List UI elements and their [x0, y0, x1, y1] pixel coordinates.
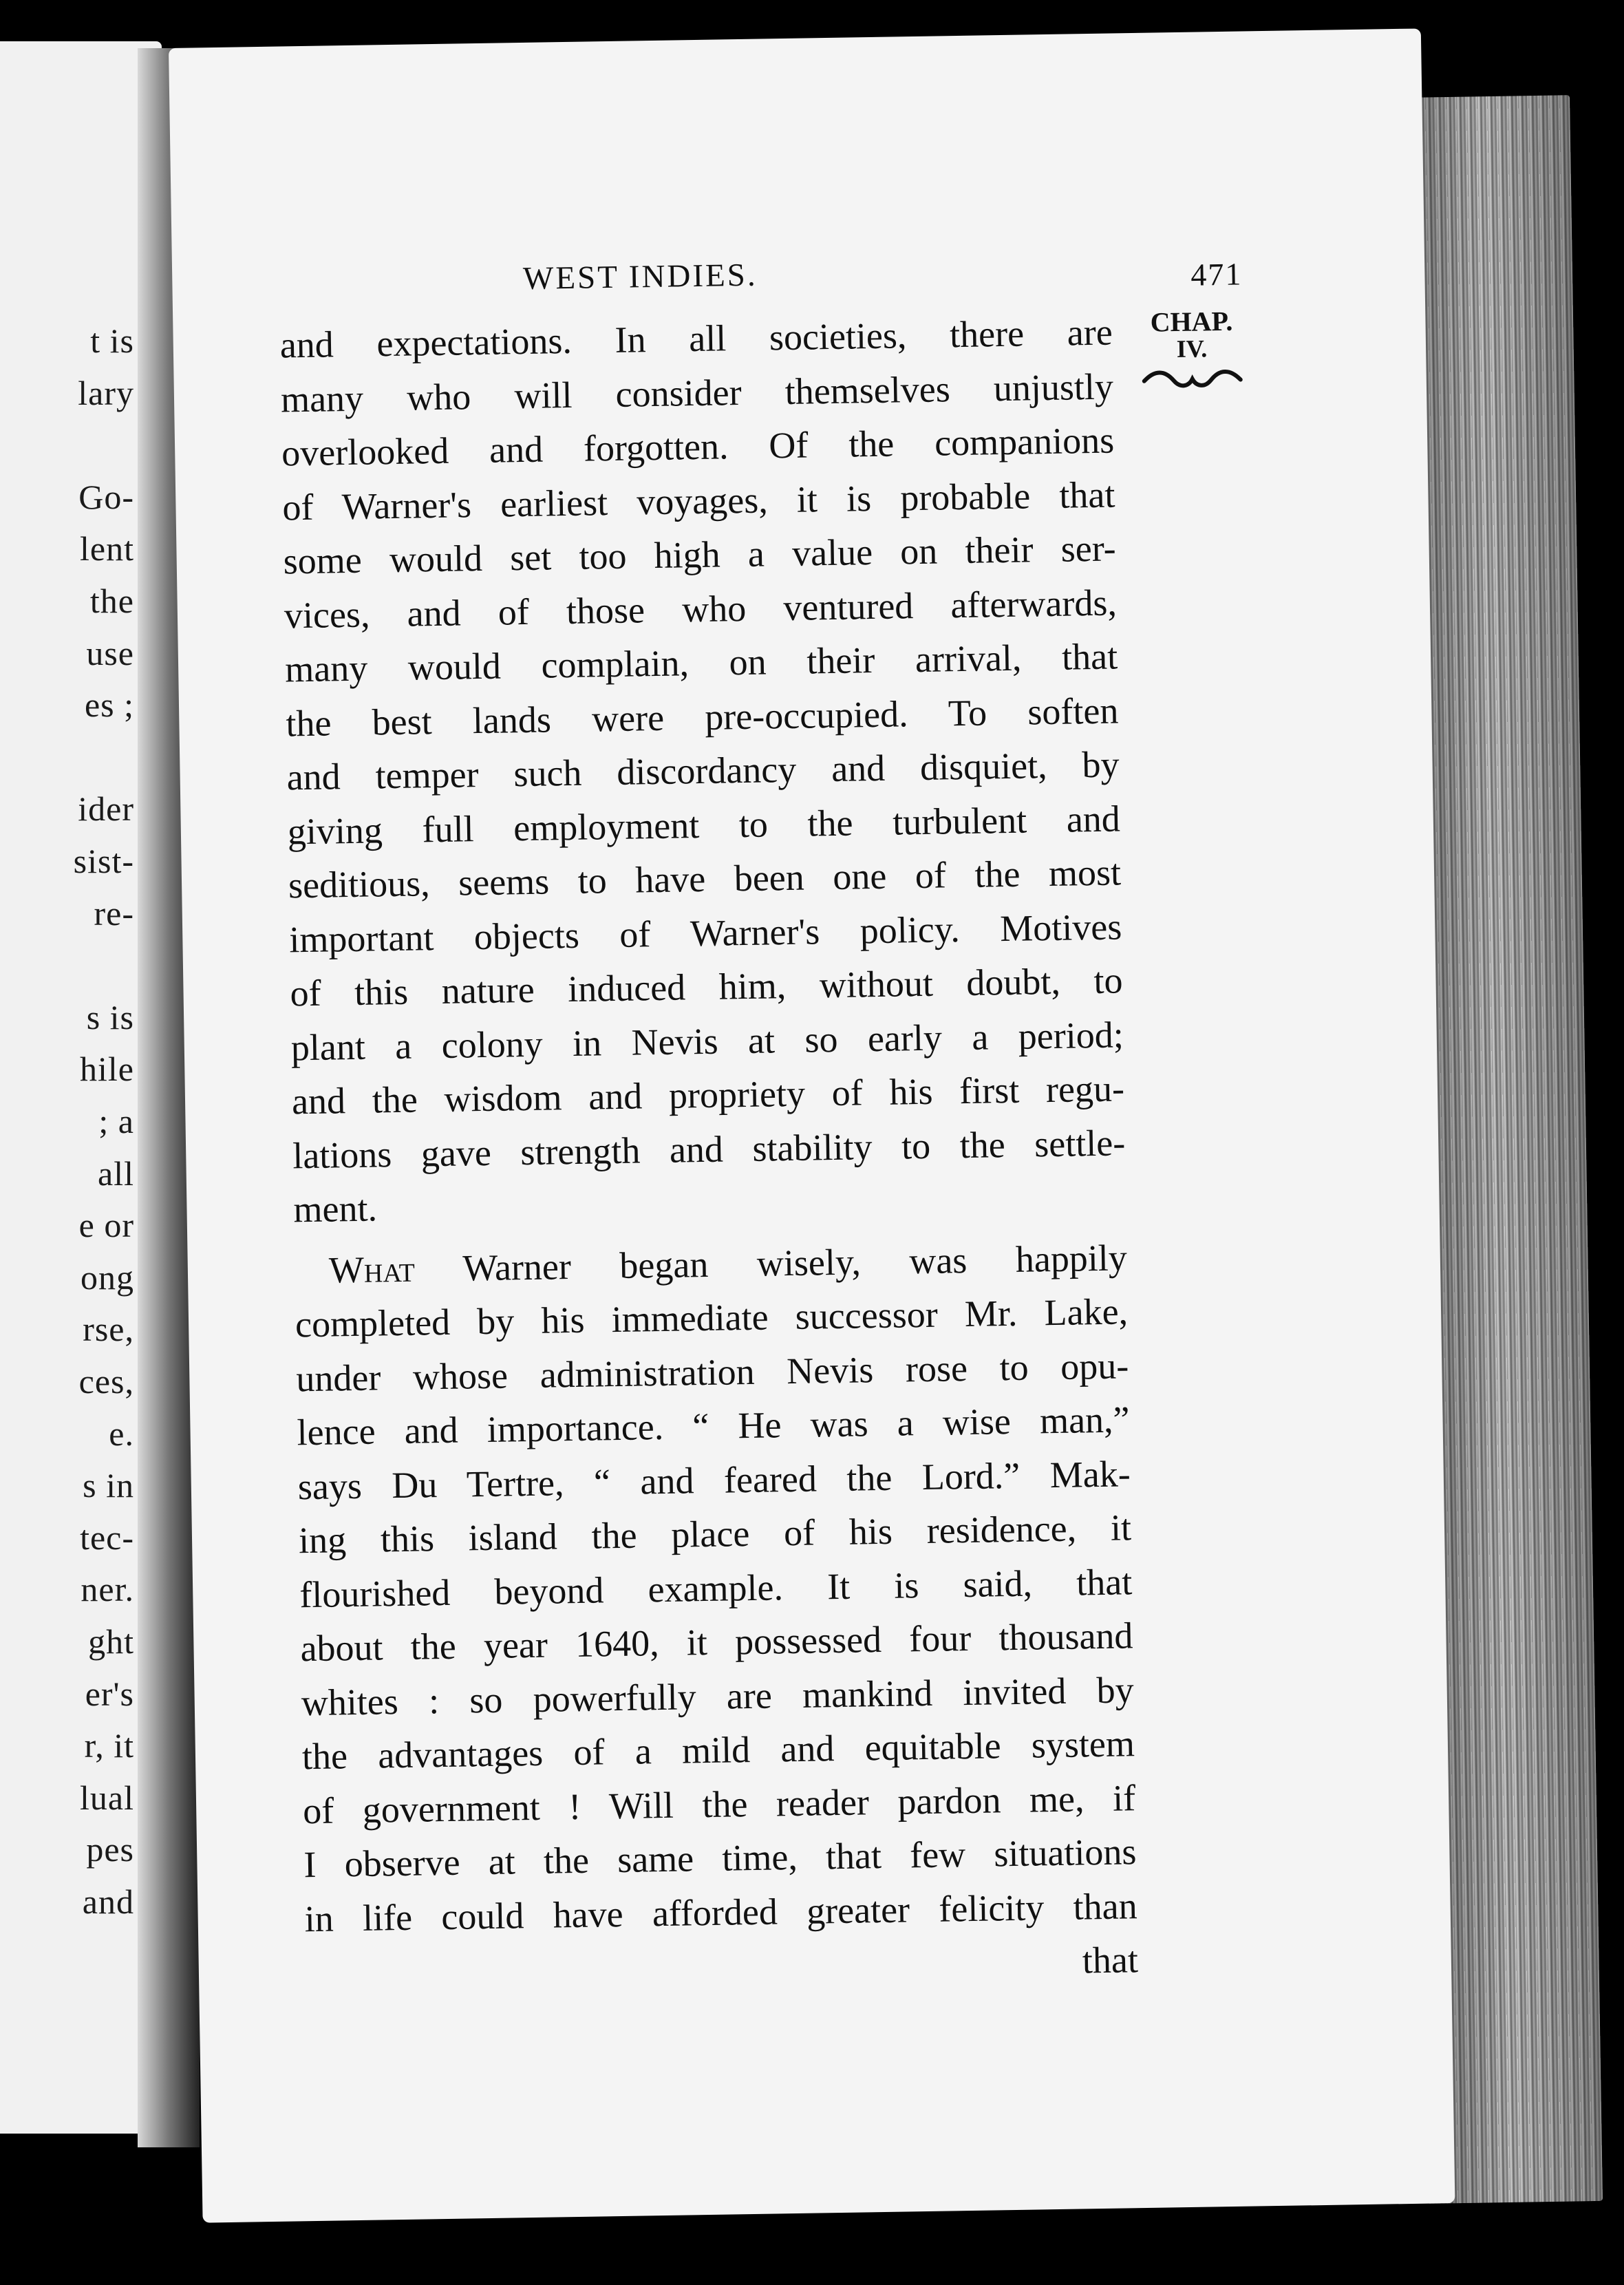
text-line: ment. [293, 1187, 378, 1231]
text-line: and expectations. In all societies, there are [279, 311, 1113, 366]
previous-page-line-fragment: ght [88, 1622, 134, 1661]
text-line: completed by his immediate successor Mr. Lake, [295, 1290, 1129, 1346]
previous-page-line-fragment: ider [78, 789, 134, 829]
previous-page-line-fragment: and [82, 1882, 134, 1921]
previous-page-line-fragment: pes [86, 1830, 134, 1869]
text-line: about the year 1640, it possessed four thousand [300, 1615, 1133, 1670]
previous-page-line-fragment: use [86, 633, 134, 672]
book-page [169, 28, 1455, 2222]
page-number: 471 [1190, 256, 1243, 293]
previous-page-line-fragment: lary [78, 373, 134, 412]
previous-page-line-fragment: r, it [84, 1726, 134, 1765]
text-line: the best lands were pre-occupied. To soften [285, 689, 1119, 744]
previous-page-line-fragment: all [98, 1154, 134, 1193]
catchword: that [1082, 1939, 1139, 1981]
previous-page-line-fragment: sist- [73, 842, 134, 880]
chapter-number: IV. [1176, 334, 1208, 363]
previous-page-line-fragment: t is [90, 321, 134, 360]
text-line: many would complain, on their arrival, that [284, 635, 1118, 690]
paragraph [294, 1231, 1137, 1946]
text-line: seditious, seems to have been one of the most [288, 851, 1122, 906]
previous-page-line-fragment: rse, [83, 1310, 134, 1349]
previous-page-line-fragment: the [89, 582, 134, 620]
text-line: says Du Tertre, “ and feared the Lord.” Mak- [297, 1452, 1131, 1507]
previous-page-line-fragment: es ; [84, 686, 134, 725]
previous-page-line-fragment: s in [83, 1466, 134, 1505]
previous-page-line-fragment: Go- [78, 477, 134, 516]
text-line: I observe at the same time, that few situations [303, 1831, 1137, 1886]
text-line: lence and importance. “ He was a wise man,” [297, 1399, 1130, 1454]
text-line: of government ! Will the reader pardon me, if [302, 1776, 1136, 1831]
previous-page-line-fragment: tec- [80, 1518, 134, 1557]
previous-page-line-fragment: hile [80, 1050, 134, 1089]
text-line: under whose administration Nevis rose to opu- [295, 1344, 1129, 1399]
previous-page-line-fragment: lual [80, 1778, 134, 1817]
text-line: lations gave strength and stability to the settle- [292, 1121, 1126, 1176]
text-line: of Warner's earliest voyages, it is probable that [282, 473, 1115, 528]
previous-page-line-fragment: re- [94, 893, 134, 933]
text-line: in life could have afforded greater felicity than [304, 1884, 1138, 1939]
previous-page-text [0, 41, 138, 2134]
previous-page-line-fragment: ner. [81, 1570, 134, 1609]
previous-page-line-fragment: e or [78, 1206, 134, 1245]
previous-page-line-fragment: ong [81, 1257, 134, 1297]
paragraph-lead-word: What [328, 1248, 416, 1291]
previous-page-line-fragment: er's [85, 1674, 134, 1713]
text-line: giving full employment to the turbulent and [287, 797, 1121, 852]
text-line: plant a colony in Nevis at so early a period; [290, 1013, 1124, 1068]
previous-page-line-fragment: s is [86, 997, 134, 1037]
text-line: vices, and of those who ventured afterwards, [284, 581, 1118, 636]
flourish-ornament-icon [1140, 364, 1244, 393]
text-line: the advantages of a mild and equitable system [301, 1723, 1135, 1778]
body-text [279, 306, 1138, 2000]
text-line: of this nature induced him, without doubt, to [290, 959, 1123, 1014]
text-line: ing this island the place of his residence, it [298, 1507, 1132, 1562]
paragraph [279, 306, 1126, 1237]
text-line: overlooked and forgotten. Of the companions [281, 419, 1115, 474]
first-line-rest: Warner began wisely, was happily [414, 1236, 1128, 1290]
text-line: whites : so powerfully are mankind invited by [301, 1668, 1135, 1723]
previous-page-line-fragment: e. [109, 1414, 134, 1453]
previous-page-line-fragment: lent [80, 529, 134, 568]
chapter-label: CHAP. [1150, 305, 1233, 338]
margin-note [1122, 306, 1261, 394]
running-head-text: WEST INDIES. [522, 257, 758, 297]
text-line: and the wisdom and propriety of his first regu- [291, 1067, 1125, 1123]
text-line: many who will consider themselves unjustly [280, 365, 1114, 420]
text-line: and temper such discordancy and disquiet, by [286, 743, 1120, 798]
text-line: important objects of Warner's policy. Motives [288, 905, 1122, 960]
previous-page-line-fragment: ; a [98, 1102, 134, 1140]
text-line: flourished beyond example. It is said, that [299, 1560, 1133, 1615]
previous-page-line-fragment: ces, [78, 1362, 134, 1401]
text-line: some would set too high a value on their ser- [283, 527, 1117, 582]
